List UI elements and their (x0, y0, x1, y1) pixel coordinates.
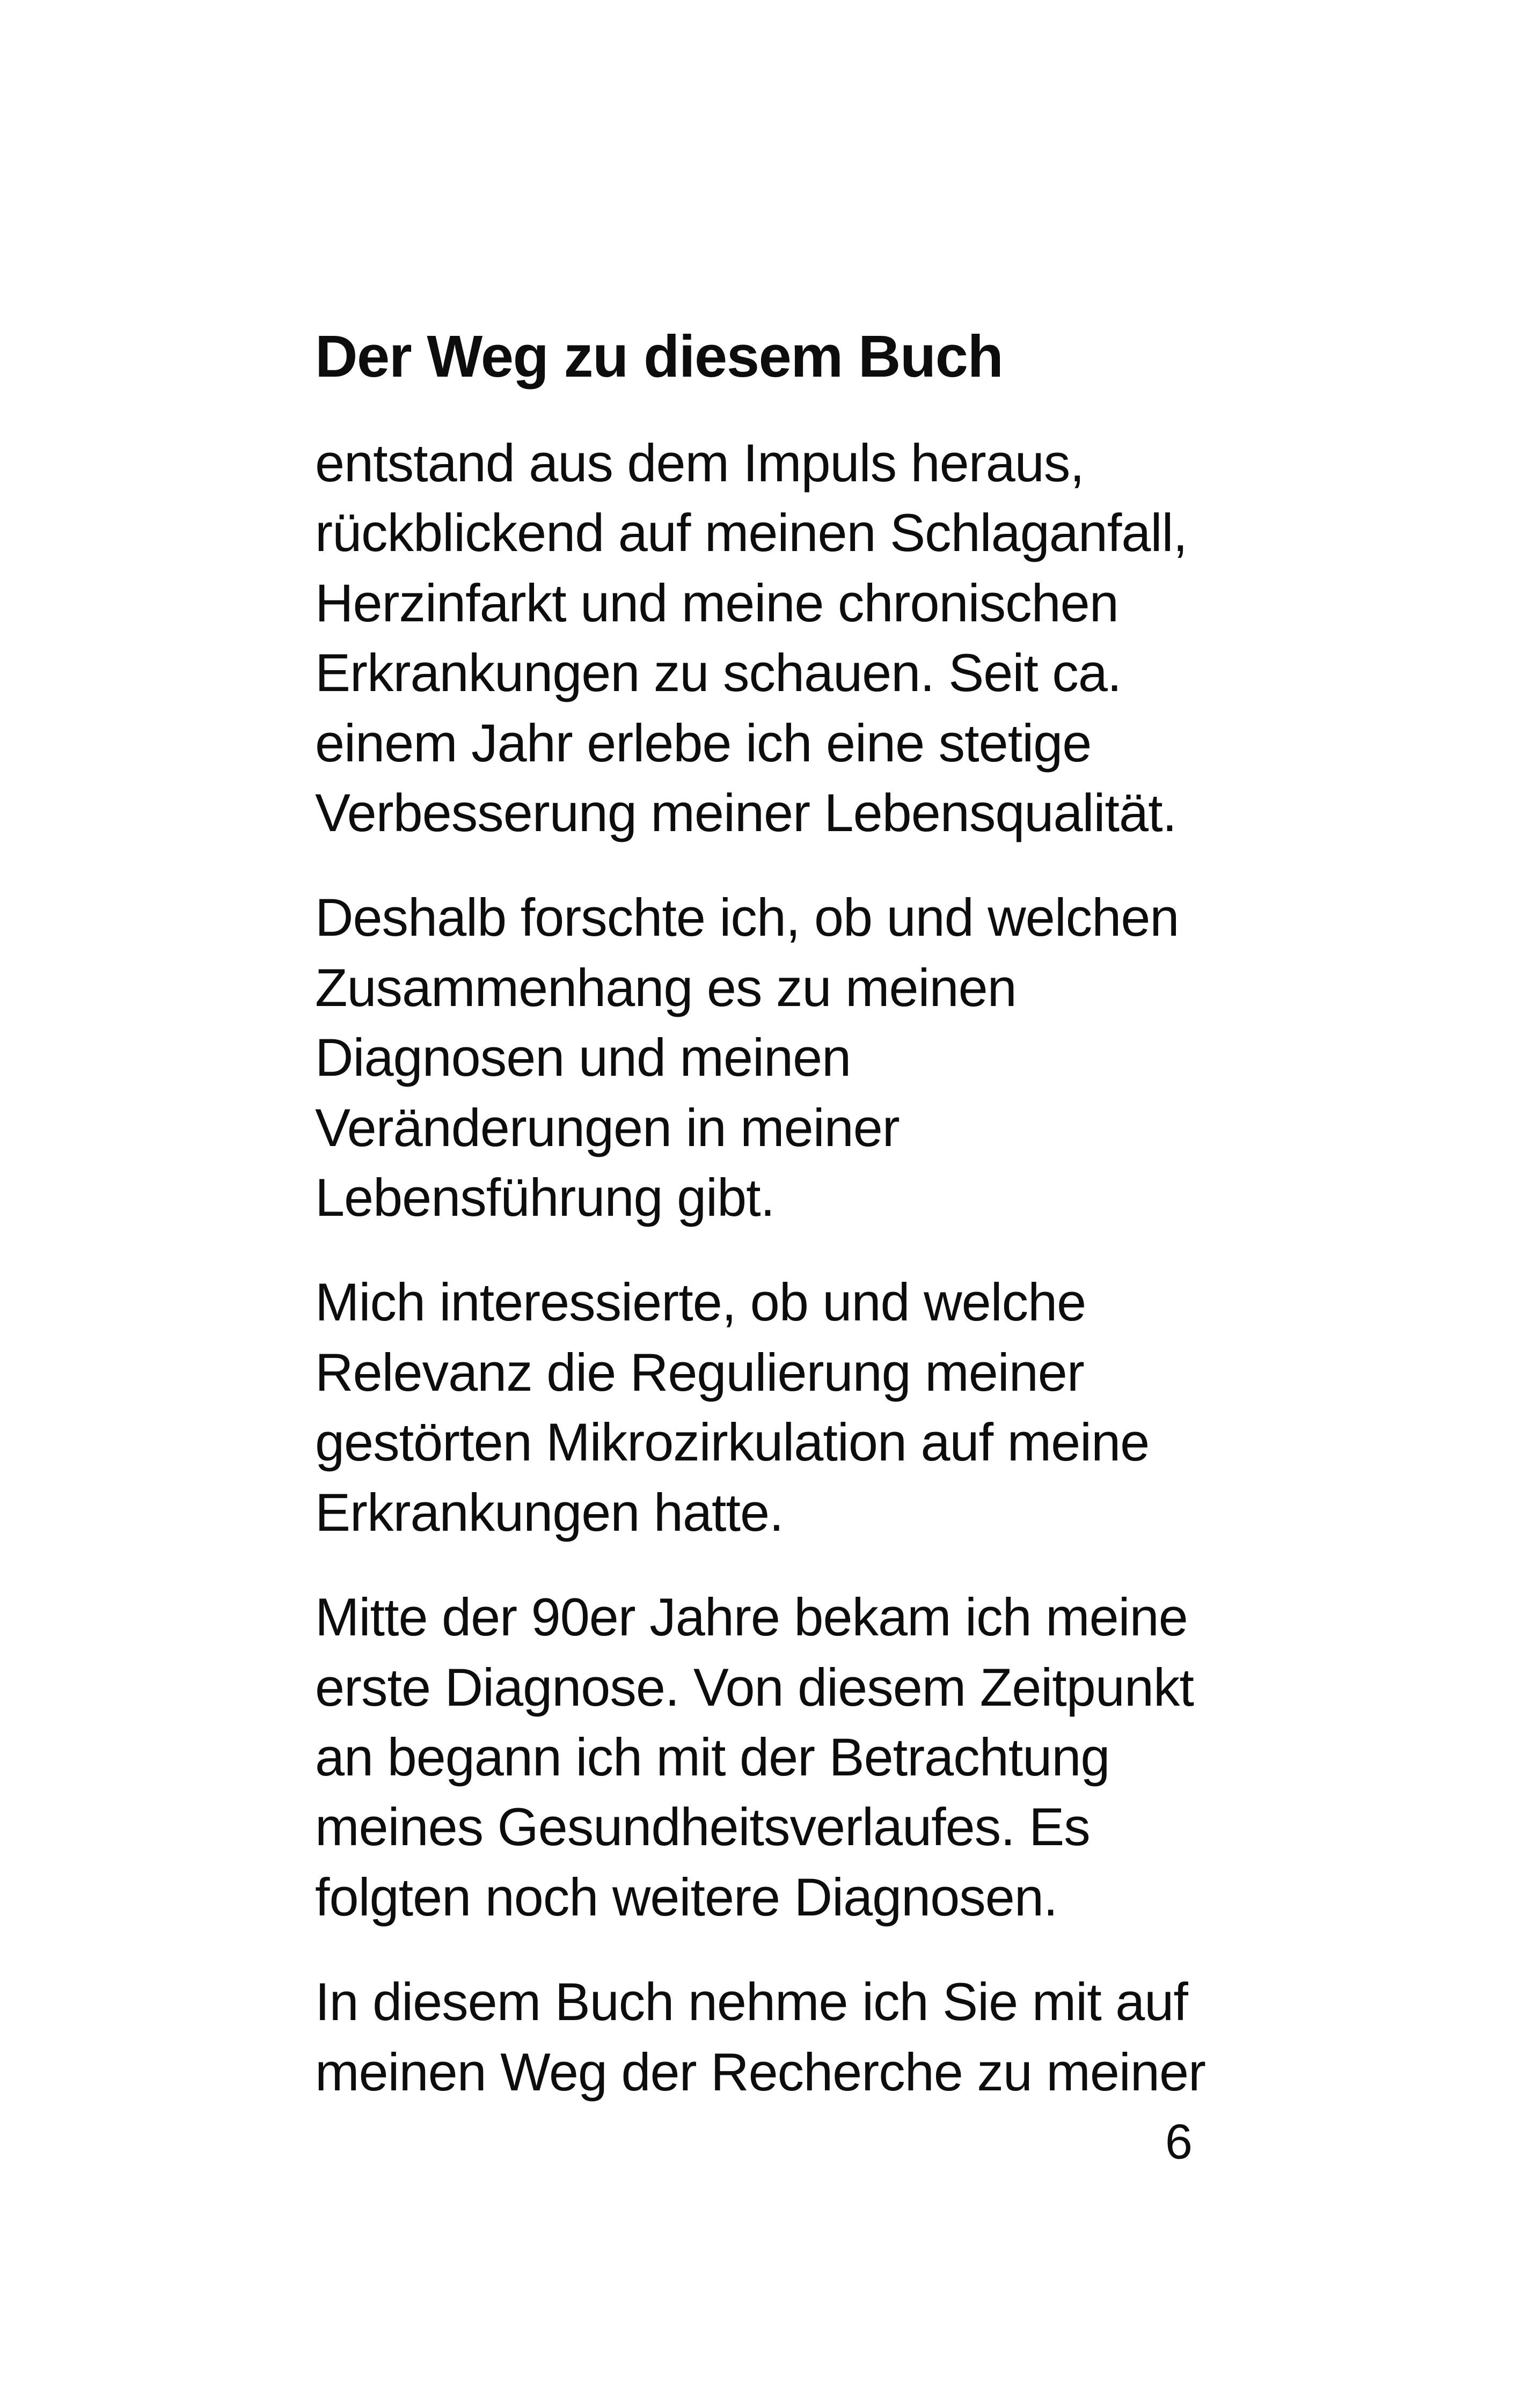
text-line: Herzinfarkt und meine chronischen (315, 572, 1118, 633)
paragraph (315, 1267, 1260, 1547)
body-text (315, 428, 1260, 2142)
chapter-heading: Der Weg zu diesem Buch (315, 324, 1003, 390)
paragraph (315, 1582, 1260, 1932)
text-line: Zusammenhang es zu meinen (315, 957, 1017, 1017)
text-line: einem Jahr erlebe ich eine stetige (315, 713, 1092, 773)
text-line: rückblickend auf meinen Schlaganfall, (315, 503, 1187, 563)
page-number: 6 (1165, 2115, 1193, 2169)
text-line: erste Diagnose. Von diesem Zeitpunkt (315, 1657, 1194, 1717)
text-line: In diesem Buch nehme ich Sie mit auf (315, 1972, 1188, 2032)
text-line: Deshalb forschte ich, ob und welchen (315, 887, 1179, 948)
text-line: Diagnosen und meinen (315, 1027, 851, 1088)
text-line: Mich interessierte, ob und welche (315, 1272, 1086, 1332)
text-line: Mitte der 90er Jahre bekam ich meine (315, 1587, 1188, 1647)
text-line: gestörten Mikrozirkulation auf meine (315, 1412, 1150, 1472)
text-line: Veränderungen in meiner (315, 1097, 900, 1157)
text-line: meinen Weg der Recherche zu meiner (315, 2042, 1206, 2102)
text-line: Verbesserung meiner Lebensqualität. (315, 783, 1177, 843)
paragraph (315, 883, 1260, 1232)
text-line: Relevanz die Regulierung meiner (315, 1342, 1084, 1402)
paragraph (315, 1967, 1260, 2107)
text-line: Erkrankungen hatte. (315, 1482, 784, 1542)
text-line: Erkrankungen zu schauen. Seit ca. (315, 643, 1122, 703)
text-line: Lebensführung gibt. (315, 1168, 775, 1228)
text-line: folgten noch weitere Diagnosen. (315, 1867, 1058, 1927)
paragraph (315, 428, 1260, 848)
text-line: meines Gesundheitsverlaufes. Es (315, 1797, 1090, 1857)
text-line: an begann ich mit der Betrachtung (315, 1727, 1110, 1787)
text-line: entstand aus dem Impuls heraus, (315, 433, 1084, 493)
